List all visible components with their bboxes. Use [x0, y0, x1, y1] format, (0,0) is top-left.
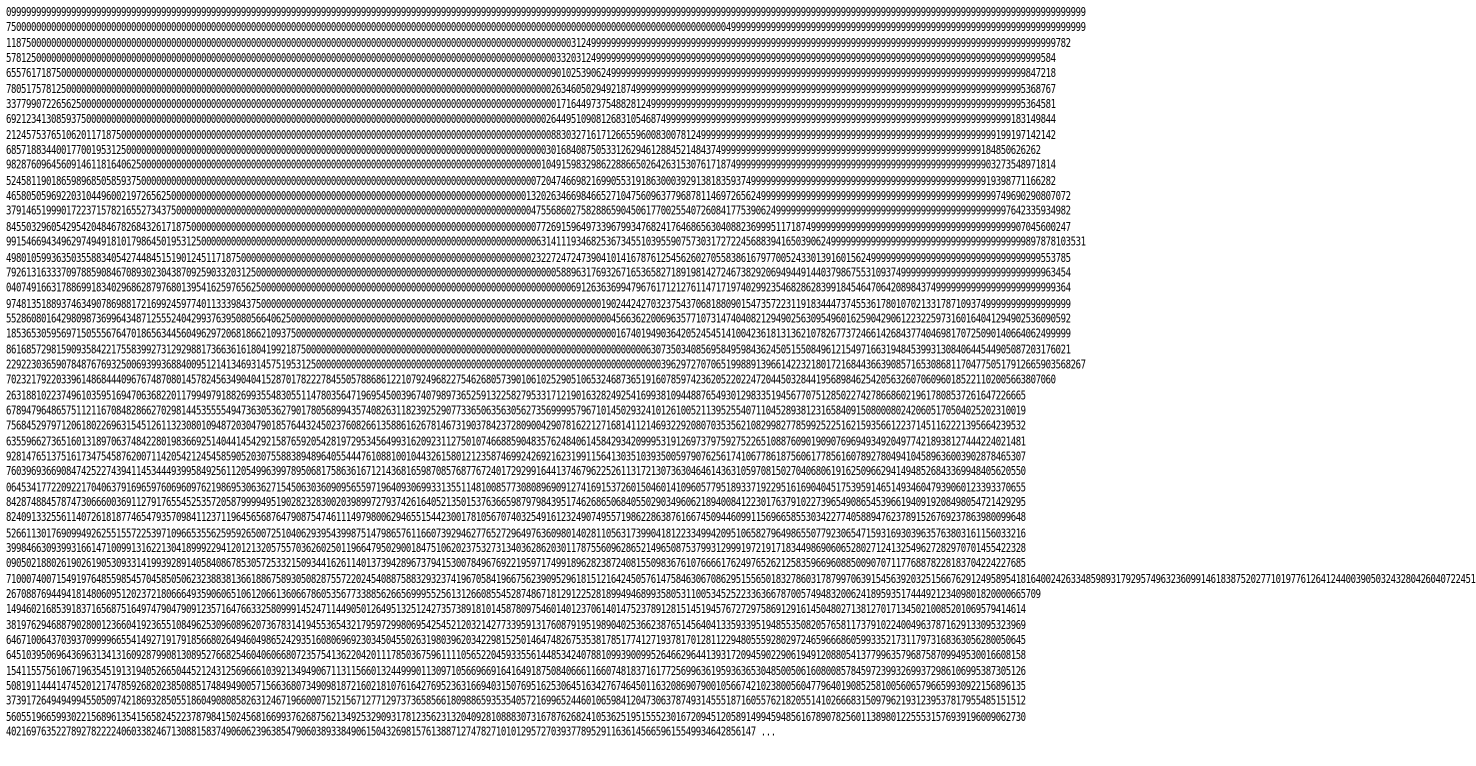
output-line: 685718834400177001953125000000000000000000000000000000000000000000000000000000000000000000000000000000000000301684087505331262946128845214843749999999999999999999999999999999999999999999999999999184850626262: [6, 144, 1041, 159]
output-line: 090502188026190261905309331419939289140584086785305725332150934416261140137394289673794153007849676922195971749918962823872408155098367610766661762497652621258359669608850090707117768878228183704224227685: [6, 558, 1026, 572]
output-line: 064534177220922170406379169659760696097621986953063627154506303609095655971964093069933135511481008577308089690912741691537260150460141096057795189337192295161690404517539591465149346047939060123393370655: [6, 481, 1026, 495]
output-line: 750000000000000000000000000000000000000000000000000000000000000000000000000000000000000000000000000000000000000000000000000000000000000000000000499999999999999999999999999999999999999999999999999999999999999999999999: [6, 22, 1086, 36]
output-line: 760396936690847425227439411453444939958492561120549963997895068175863616712143681659870857687767240172929916441374679622526113172130736304646143631059708150270406806191625096629414948526843369948405620550: [6, 466, 1026, 480]
output-line: 780517578125000000000000000000000000000000000000000000000000000000000000000000000000000000000000000000000000026346050294921874999999999999999999999999999999999999999999999999999999999999999999999999999995368767: [6, 83, 1056, 97]
output-line: 508191144414745201217478592682023850885174849490057156636807349098187216021810761642769523631669403150769516253064516342767464501163208690790010566742102380056047796401908525810056065796659930922156896135: [6, 680, 1026, 695]
output-line: 635596627365160131897063748422801983669251404414542921587659205428197295345649931620923112750107466885904835762484061458429342099953191269737975927522651088760901909076969493492049774218938127444224021481: [6, 435, 1026, 449]
output-line: 702321792203396148684440967674870801457824563490404152870178222784550578868612210792496822754626805739010610252905106532468736519160785974236205220224720445032844195689846254205632607060960185221102005663807060: [6, 374, 1056, 388]
output-line: 118750000000000000000000000000000000000000000000000000000000000000000000000000000000000000000000000000000000000003124999999999999999999999999999999999999999999999999999999999999999999999999999999999999999999999782: [6, 37, 1071, 51]
output-line: 337799072265625000000000000000000000000000000000000000000000000000000000000000000000000000000000000000000000001716449737548828124999999999999999999999999999999999999999999999999999999999999999999999999995364581: [6, 98, 1056, 113]
output-line: 154115575610671963545191319405266504452124312569666103921349490671131156601324499901130971056696691641649187508406661166074818371617725699636195936365304850050616080085784597239932699372986106995387305126: [6, 665, 1026, 679]
output-line: 845503296054295420484678268432617187500000000000000000000000000000000000000000000000000000000000000000000077269159649733967993476824176468656304088236999511718749999999999999999999999999999999999999999907045600247: [6, 221, 1071, 235]
output-line: 991546694349629749491810179864501953125000000000000000000000000000000000000000000000000000000000000000000063141119346825367345510395590757303172722456883941650390624999999999999999999999999999999999999999897878103531: [6, 236, 1086, 250]
output-line: 678947964865751121167084828662702981445355554947363053627901780568994357408263118239252907733650635630562735699995796710145029324101261005211395255407110452893812316584091508000802420605170504025202310019: [6, 404, 1026, 419]
output-line: 381976294688790280012366041923655108496253096089620736783141945536543217959729980695425452120321427733959131760879195198904025366238765145640413359339519485535082057658117379102240049637871629133095323969: [6, 619, 1026, 633]
output-line: 212457537651062011718750000000000000000000000000000000000000000000000000000000000000000000000000000000000000088303271617126655960083007812499999999999999999999999999999999999999999999999999999999999199197142142: [6, 129, 1056, 143]
output-line: 465805059692203104496002197265625000000000000000000000000000000000000000000000000000000000000000000000001320263466984665271047560963779687811469726562499999999999999999999999999999999999999999999999749690290807072: [6, 190, 1071, 204]
output-line: 928147651375161734754587620071142054212454585905203075588389489640554447610881001044326158012123587469924269216231991156413035103935005979076256174106778618756061778561607892780494104589636003902878465307: [6, 450, 1026, 465]
output-line: 552860801642980987369964348712555240429937639508056640625000000000000000000000000000000000000000000000000000000000000000045663622006963577107314740408212949025630954960162590429061223225973160164041294902536090592: [6, 312, 1071, 327]
output-line: 645103950696436963134131609287990813089527668254604060668072357541362204201117850367596111105652204593355614485342407881099390099526466296441393172094590229061949120880541377996357968758709949530016608158: [6, 649, 1026, 664]
output-line: 692123413085937500000000000000000000000000000000000000000000000000000000000000000000000000000000000000000000264495109081268310546874999999999999999999999999999999999999999999999999999999999999999999999183149844: [6, 113, 1056, 128]
output-line: 578125000000000000000000000000000000000000000000000000000000000000000000000000000000000000000000000000000000003320312499999999999999999999999999999999999999999999999999999999999999999999999999999999999999999584: [6, 52, 1056, 67]
output-line: 982876096456091461181640625000000000000000000000000000000000000000000000000000000000000000000000000000000001049159832986228866502642631530761718749999999999999999999999999999999999999999999999999903273548971814: [6, 159, 1056, 174]
output-line: 842874884578747306660036911279176554525357205879999495190282328300203989972793742616405213501537636659879798439517462686506840550290349606218940084122301763791022739654908654539661940919208498054721429295: [6, 496, 1026, 511]
output-line: 379146519990172237157821655273437500000000000000000000000000000000000000000000000000000000000000000000000475568602758288659045061770025540726084177539062499999999999999999999999999999999999999999999997642335934982: [6, 205, 1071, 220]
output-line: 373917264949499455050974218693285055186049080858263124671966000715215671277129737365856618098865935354057216996524460106598412047306378749314555187160557621820551410266683150979621931239537817955485151512: [6, 695, 1026, 710]
digit-output-text: [6, 4, 1476, 740]
output-line: 524581190186598968505859375000000000000000000000000000000000000000000000000000000000000000000000000000000072047466982169905531918630003929138183593749999999999999999999999999999999999999999999999919398771166282: [6, 175, 1056, 189]
output-line: 655761718750000000000000000000000000000000000000000000000000000000000000000000000000000000000000000000000000090102539062499999999999999999999999999999999999999999999999999999999999999999999999999999999999847218: [6, 67, 1056, 82]
output-line: 526611301769099492625515572253971096653556259592650072510406293954399875147986576116607392946277652729649763609801402811056317399041812233499420951065827964986550779230654715931693039635763803161156033216: [6, 527, 1026, 541]
output-line: 861685729815909358422175583992731292988173663616180419921875000000000000000000000000000000000000000000000000000000000000000000006307350340856958495984362450515508496121549716631948453993130840644544905087203176021: [6, 343, 1071, 358]
output-line: 792613163337097885908467089302304387092590332031250000000000000000000000000000000000000000000000000000000000005889631769326716536582718919814272467382920694944914403798675531093749999999999999999999999999999963454: [6, 267, 1071, 281]
output-line: 040749166317886991834029686287976801395416259765625000000000000000000000000000000000000000000000000000000000000006912636369947967617121276114717197402992354682862839918454647064208984374999999999999999999999999364: [6, 282, 1071, 296]
output-line: 756845297971206180226963154512611323080109487203047901857644324502376082661358861626781467319037842372809004290781622127168141121469322920807035356210829982778599252251621593566122371451162221395664239532: [6, 420, 1026, 434]
output-line: 185365305956971505556764701865634456049629720681866210937500000000000000000000000000000000000000000000000000000000000000001674019490364205245451410042361813136210782677372466142684377404698170725090140664062499999: [6, 328, 1071, 342]
output-line: 402169763522789278222240603382467130881583749060623963854790603893384906150432698157613887127478271010129572703937789529116361456659615549934642856147 ...: [6, 726, 776, 740]
output-line: 974813518893746349078698817216992459774011333984375000000000000000000000000000000000000000000000000000000000000000000001902442427032375437068188090154735722311918344473745536178010702133178710937499999999999999999: [6, 297, 1071, 312]
output-line: 267088769449418148060951202372180666493590606510612066136066786053567733885626656999552561312660855452874867181291225281899494689935805311005345252233636678700574948320062418959351744492123409801820000665709: [6, 588, 1041, 603]
output-line: 646710064370393709999665541492719179185668026494604986524293516080696923034504550263198039620342298152501464748267535381785177412719378170128112294805559280297246596668605993352173117973168363056280050645: [6, 634, 1026, 649]
output-line: 710007400715491976485598545704585050623238838136618867589305082875572202454088758832932374196705841966756239095296181512164245057614758463067086295155650183278603178799706391545639203251566762912495895418164002426334859893179295749632360991461838752027710197761264124400390503243280426040722451: [6, 573, 1476, 587]
output-line: 263188102237496103595169470636822011799497918826993554830551147803564719695450039674079897365259132258279533171219016328249254169938109448876549301298335194567707512850227427866860219617808537261647226665: [6, 389, 1026, 404]
output-line: 824091332556114072618187746547935709841123711964565687647908754746111497980062946551544230017810567074032549161232490749557198622863876166745094460991156966585530342277405889476237891526769237863980099648: [6, 512, 1026, 526]
output-line: 229223036590784876769325006939936884009512141346931457519531250000000000000000000000000000000000000000000000000000000000000000000003962972707065199889139661422321801721684436639085716530868117047750517912665903568267: [6, 358, 1086, 373]
output-line: 399846630939931661471009913162213041899922941201213205755703626025011966479502900184751062023753273134036286203011787556096286521496508753799312999197219171834498690606528027124132549627282970701455422328: [6, 542, 1026, 557]
terminal-output: [6, 4, 1476, 762]
output-line: 099999999999999999999999999999999999999999999999999999999999999999999999999999999999999999999999999999999999999999999999999999999999999999999999999999999999999999999999999999999999999999999999999999999999999999999999: [6, 6, 1086, 21]
output-line: 498010599363503558834054274484515190124511718750000000000000000000000000000000000000000000000000000000000232272472473904101416787612545626027055838616797700524330139160156249999999999999999999999999999999999553785: [6, 251, 1071, 266]
output-line: 560551966599302215689613541565824522378798415024568166993762687562134925329093178123562313204092810888307316787626824105362519515552301672094512058914994594856167890782560113898012255531576939196009062730: [6, 711, 1026, 725]
output-line: 149460216853918371656875164974790479091235716476633258099914524711449050126495132512427357389181014587809754601401237061401475237891281514519457672729758691291614504802713812701713450210085201069579414614: [6, 603, 1026, 618]
